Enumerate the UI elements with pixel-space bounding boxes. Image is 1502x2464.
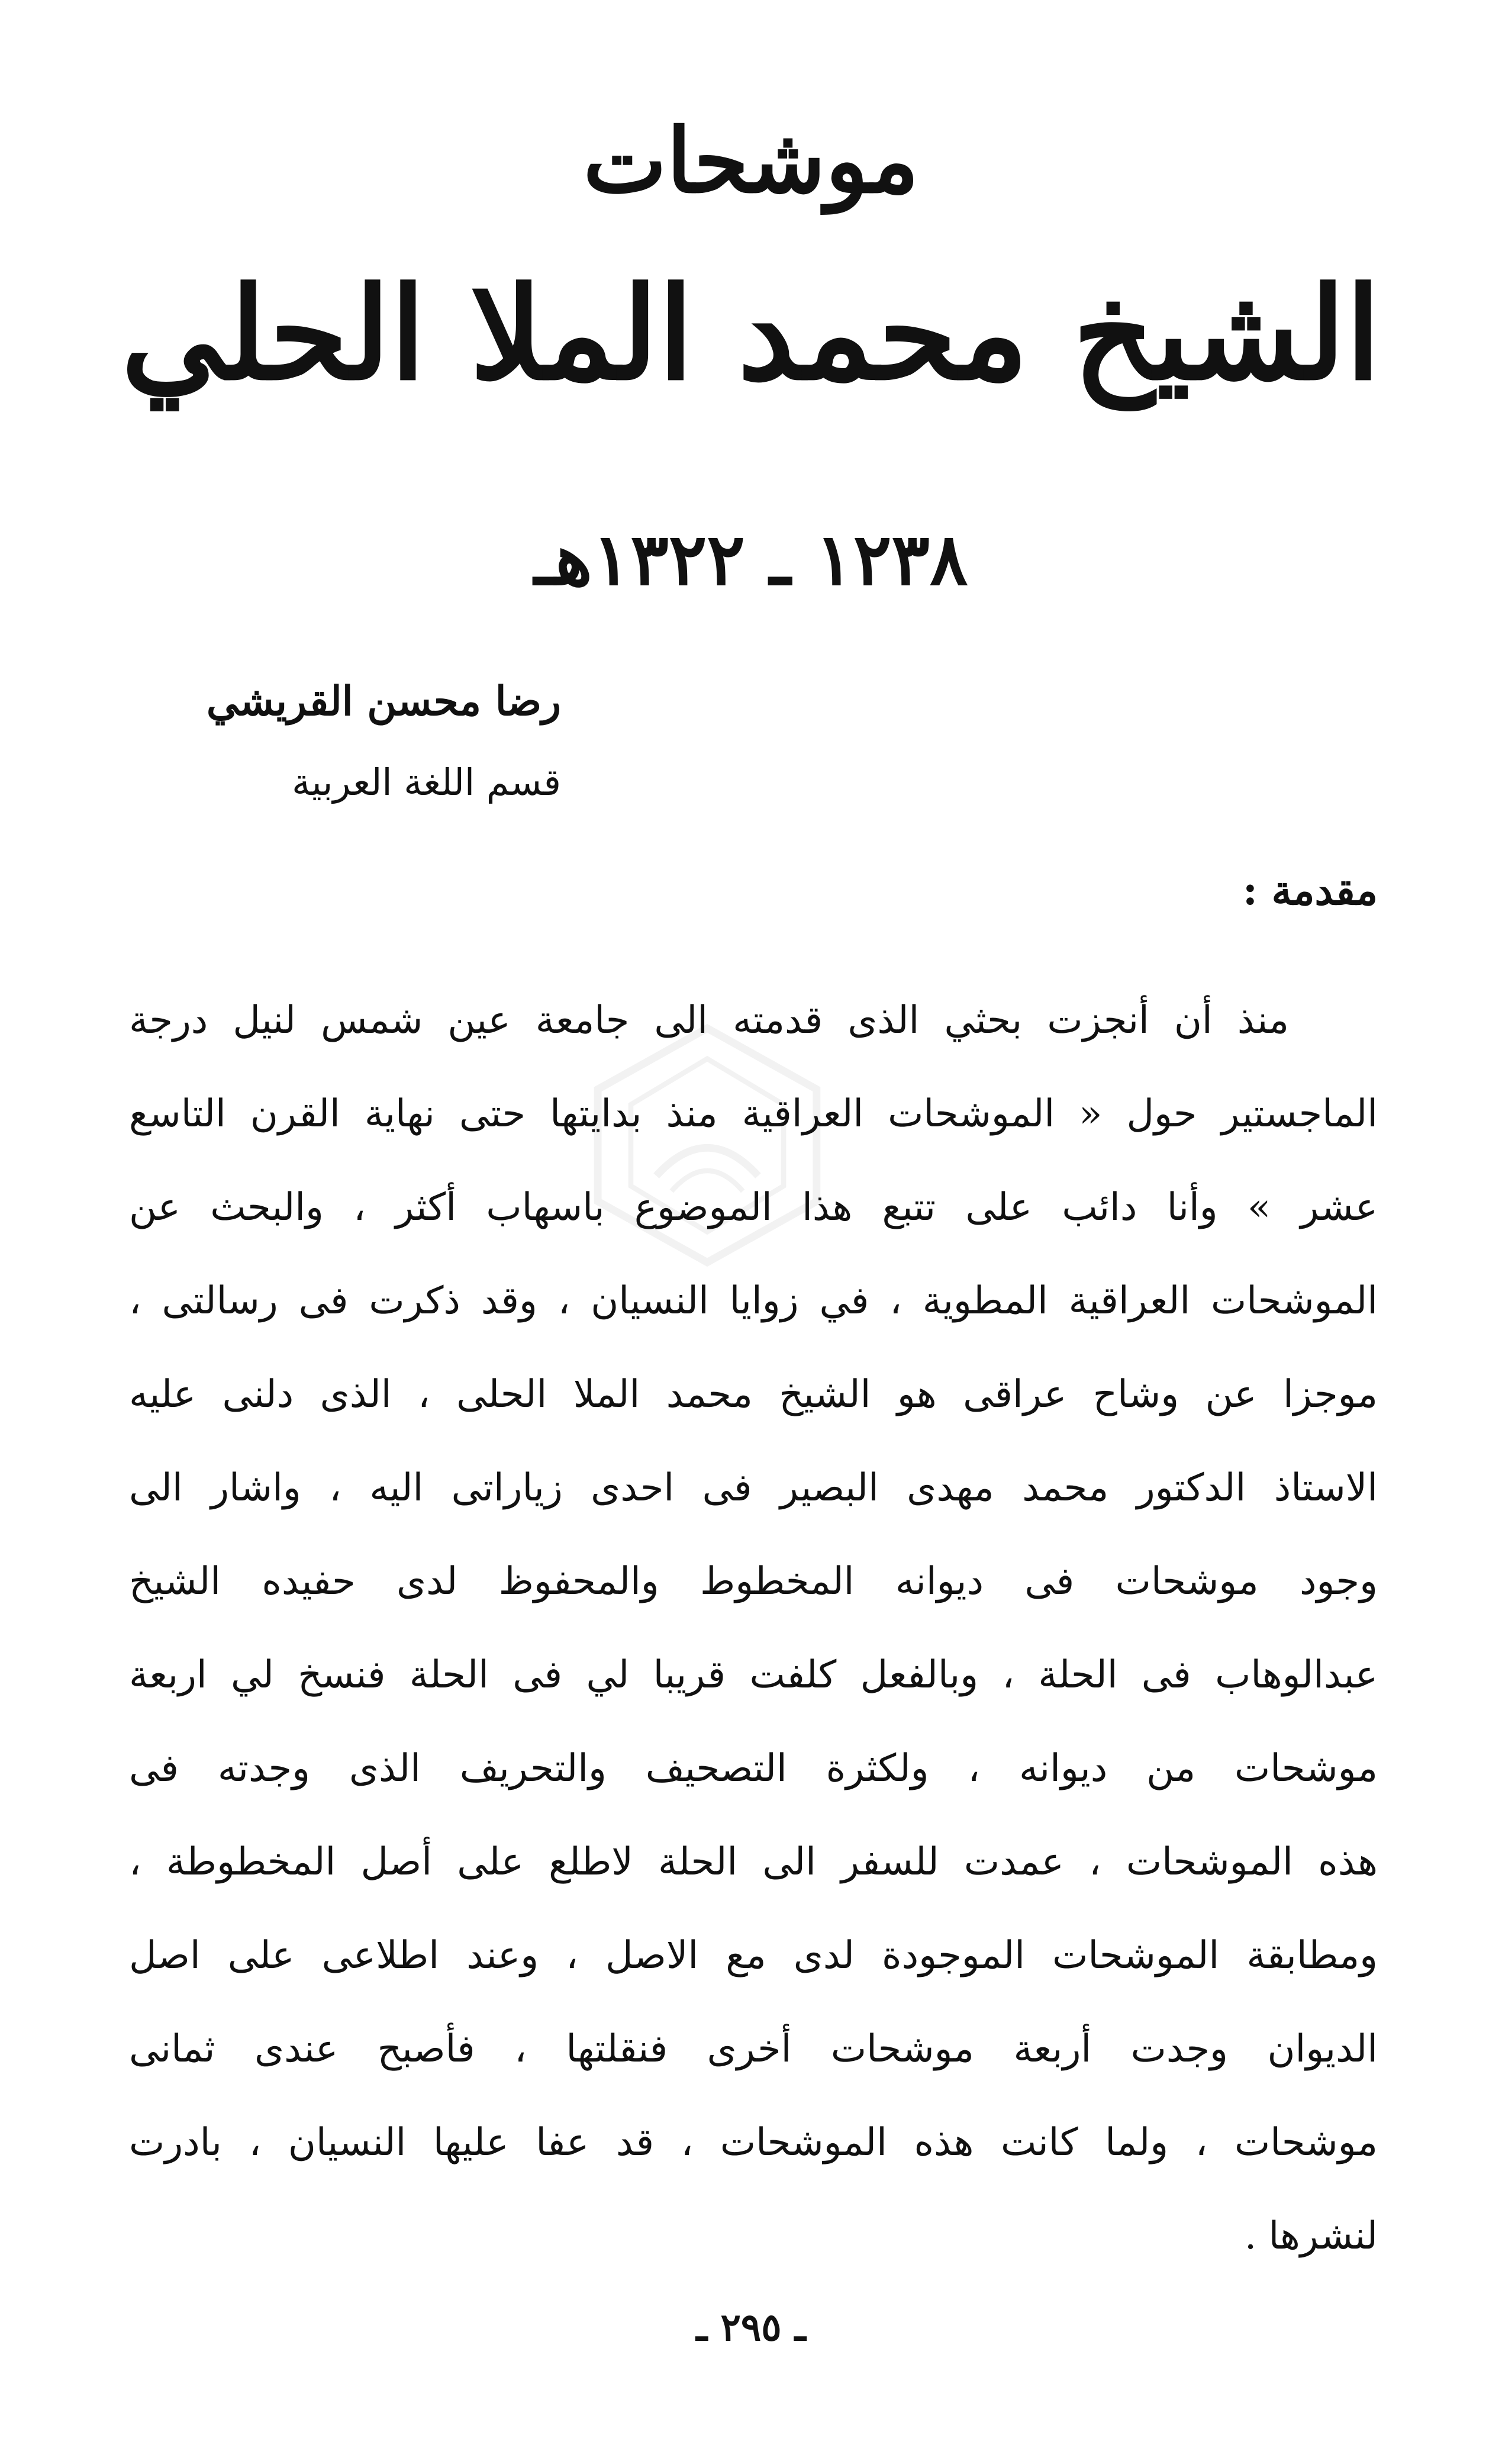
page-number: ـ ٢٩٥ ـ xyxy=(696,2305,806,2350)
body-line: هذه الموشحات ، عمدت للسفر الى الحلة لاطلع على أصل المخطوطة ، xyxy=(129,1840,1378,1884)
body-line: ومطابقة الموشحات الموجودة لدى مع الاصل ، وعند اطلاعى على اصل xyxy=(129,1934,1378,1977)
title-line-2: الشيخ محمد الملا الحلي xyxy=(121,259,1381,408)
body-text xyxy=(129,974,1378,2283)
date-range: ١٢٣٨ ـ ١٣٢٢هـ xyxy=(534,518,968,601)
title-line-1: موشحات xyxy=(583,109,919,213)
body-line: وجود موشحات فى ديوانه المخطوط والمحفوظ لدى حفيده الشيخ xyxy=(129,1560,1378,1603)
body-line: عبدالوهاب فى الحلة ، وبالفعل كلفت قريبا لي فى الحلة فنسخ لي اربعة xyxy=(129,1653,1378,1697)
author-name: رضا محسن القريشي xyxy=(206,678,561,725)
body-line: موشحات ، ولما كانت هذه الموشحات ، قد عفا عليها النسيان ، بادرت xyxy=(129,2121,1378,2165)
body-line: موشحات من ديوانه ، ولكثرة التصحيف والتحريف الذى وجدته فى xyxy=(129,1747,1378,1790)
body-line: موجزا عن وشاح عراقى هو الشيخ محمد الملا الحلى ، الذى دلنى عليه xyxy=(129,1373,1378,1416)
body-line: الديوان وجدت أربعة موشحات أخرى فنقلتها ، فأصبح عندى ثمانى xyxy=(129,2027,1378,2071)
body-line: الاستاذ الدكتور محمد مهدى البصير فى احدى زياراتى اليه ، واشار الى xyxy=(129,1466,1378,1510)
author-department: قسم اللغة العربية xyxy=(292,761,561,804)
body-line: منذ أن أنجزت بحثي الذى قدمته الى جامعة عين شمس لنيل درجة xyxy=(129,999,1290,1042)
body-line: لنشرها . xyxy=(1244,2214,1378,2258)
body-line: الماجستير حول « الموشحات العراقية منذ بدايتها حتى نهاية القرن التاسع xyxy=(129,1092,1378,1136)
section-heading: مقدمة : xyxy=(1242,867,1378,914)
body-line: الموشحات العراقية المطوية ، في زوايا النسيان ، وقد ذكرت فى رسالتى ، xyxy=(129,1279,1378,1323)
body-line: عشر » وأنا دائب على تتبع هذا الموضوع باسهاب أكثر ، والبحث عن xyxy=(129,1186,1378,1229)
